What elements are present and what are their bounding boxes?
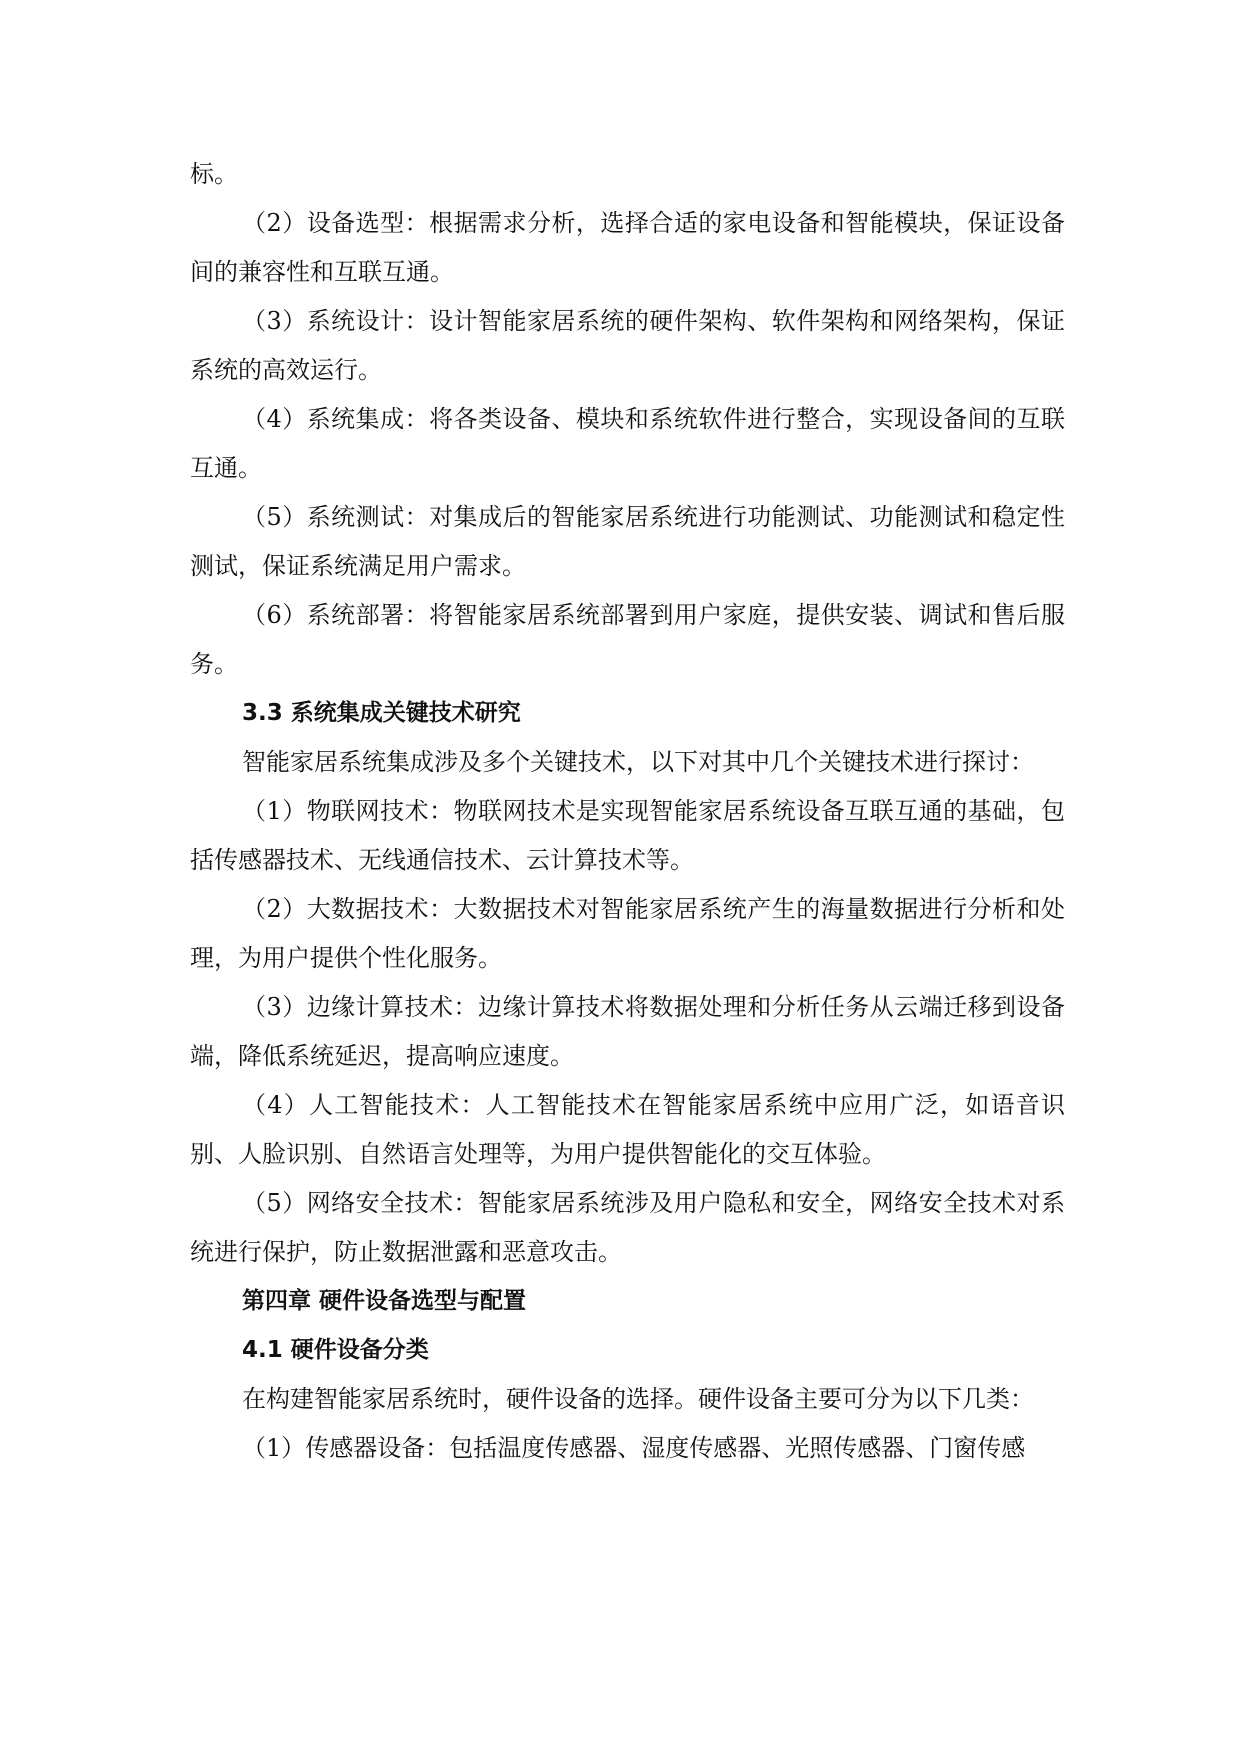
paragraph-edge-computing-tech: （3）边缘计算技术：边缘计算技术将数据处理和分析任务从云端迁移到设备端，降低系统延迟，提高响应速度。 (190, 993, 1065, 1070)
paragraph-key-tech-intro: 智能家居系统集成涉及多个关键技术，以下对其中几个关键技术进行探讨： (242, 748, 1034, 776)
paragraph-network-security-tech: （5）网络安全技术：智能家居系统涉及用户隐私和安全，网络安全技术对系统进行保护，防止数据泄露和恶意攻击。 (190, 1189, 1065, 1266)
paragraph-system-design: （3）系统设计：设计智能家居系统的硬件架构、软件架构和网络架构，保证系统的高效运行。 (190, 307, 1065, 384)
section-heading-3-3: 3.3 系统集成关键技术研究 (242, 700, 521, 726)
paragraph-system-deployment: （6）系统部署：将智能家居系统部署到用户家庭，提供安装、调试和售后服务。 (190, 601, 1065, 678)
paragraph-device-selection: （2）设备选型：根据需求分析，选择合适的家电设备和智能模块，保证设备间的兼容性和互联互通。 (190, 209, 1065, 286)
chapter-heading-4: 第四章 硬件设备选型与配置 (242, 1288, 527, 1314)
paragraph-system-testing: （5）系统测试：对集成后的智能家居系统进行功能测试、功能测试和稳定性测试，保证系统满足用户需求。 (190, 503, 1065, 580)
paragraph-big-data-tech: （2）大数据技术：大数据技术对智能家居系统产生的海量数据进行分析和处理，为用户提供个性化服务。 (190, 895, 1065, 972)
paragraph-sensor-devices: （1）传感器设备：包括温度传感器、湿度传感器、光照传感器、门窗传感 (242, 1434, 1026, 1462)
paragraph-ai-tech: （4）人工智能技术：人工智能技术在智能家居系统中应用广泛，如语音识别、人脸识别、自然语言处理等，为用户提供智能化的交互体验。 (190, 1091, 1065, 1168)
paragraph-hardware-categories-intro: 在构建智能家居系统时，硬件设备的选择。硬件设备主要可分为以下几类： (242, 1385, 1034, 1413)
paragraph-iot-tech: （1）物联网技术：物联网技术是实现智能家居系统设备互联互通的基础，包括传感器技术、无线通信技术、云计算技术等。 (190, 797, 1065, 874)
paragraph-system-integration: （4）系统集成：将各类设备、模块和系统软件进行整合，实现设备间的互联互通。 (190, 405, 1065, 482)
document-body (190, 150, 1065, 1473)
section-heading-4-1: 4.1 硬件设备分类 (242, 1337, 429, 1363)
paragraph-continuation: 标。 (190, 160, 238, 188)
